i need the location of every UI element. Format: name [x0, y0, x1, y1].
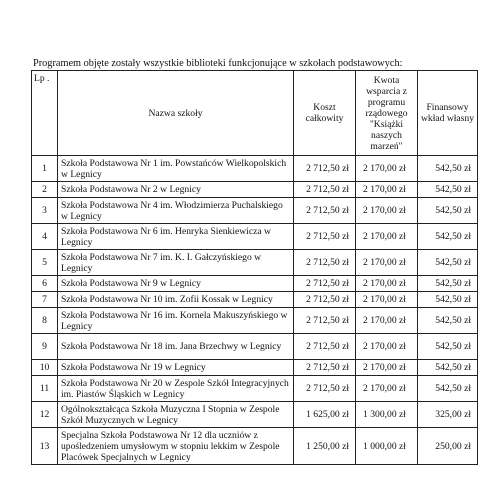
cell-own-contribution: 250,00 zł [418, 428, 478, 465]
cell-lp: 6 [32, 276, 58, 292]
cell-own-contribution: 325,00 zł [418, 402, 478, 428]
table-row [32, 156, 478, 182]
table-row [32, 308, 478, 334]
table-row [32, 428, 478, 465]
cell-total-cost: 2 712,50 zł [294, 198, 356, 224]
cell-school-name: Szkoła Podstawowa Nr 4 im. Włodzimierza Puchalskiego w Legnicy [58, 198, 294, 224]
cell-total-cost: 2 712,50 zł [294, 334, 356, 360]
table-row [32, 360, 478, 376]
header-lp: Lp . [32, 71, 58, 156]
cell-lp: 1 [32, 156, 58, 182]
table-row [32, 224, 478, 250]
cell-lp: 3 [32, 198, 58, 224]
cell-lp: 10 [32, 360, 58, 376]
cell-total-cost: 1 250,00 zł [294, 428, 356, 465]
cell-government-support: 2 170,00 zł [356, 376, 418, 402]
table-row [32, 250, 478, 276]
cell-lp: 13 [32, 428, 58, 465]
cell-own-contribution: 542,50 zł [418, 360, 478, 376]
header-school-name: Nazwa szkoły [58, 71, 294, 156]
cell-own-contribution: 542,50 zł [418, 276, 478, 292]
table-row [32, 276, 478, 292]
cell-school-name: Szkoła Podstawowa Nr 1 im. Powstańców Wielkopolskich w Legnicy [58, 156, 294, 182]
cell-total-cost: 2 712,50 zł [294, 292, 356, 308]
cell-lp: 11 [32, 376, 58, 402]
cell-school-name: Specjalna Szkoła Podstawowa Nr 12 dla uczniów z upośledzeniem umysłowym w stopniu lekkim w Zespole Placówek Specjalnych w Legnicy [58, 428, 294, 465]
cell-lp: 2 [32, 182, 58, 198]
cell-school-name: Szkoła Podstawowa Nr 20 w Zespole Szkół Integracyjnych im. Piastów Śląskich w Legnicy [58, 376, 294, 402]
cell-government-support: 2 170,00 zł [356, 334, 418, 360]
cell-total-cost: 2 712,50 zł [294, 308, 356, 334]
cell-government-support: 1 300,00 zł [356, 402, 418, 428]
cell-school-name: Szkoła Podstawowa Nr 19 w Legnicy [58, 360, 294, 376]
cell-school-name: Szkoła Podstawowa Nr 9 w Legnicy [58, 276, 294, 292]
intro-text: Programem objęte zostały wszystkie biblioteki funkcjonujące w szkołach podstawowych: [33, 58, 403, 69]
header-total-cost: Koszt całkowity [294, 71, 356, 156]
cell-government-support: 2 170,00 zł [356, 224, 418, 250]
cell-school-name: Szkoła Podstawowa Nr 10 im. Zofii Kossak w Legnicy [58, 292, 294, 308]
cell-government-support: 2 170,00 zł [356, 292, 418, 308]
cell-own-contribution: 542,50 zł [418, 376, 478, 402]
header-own-contribution: Finansowy wkład własny [418, 71, 478, 156]
cell-school-name: Ogólnokształcąca Szkoła Muzyczna I Stopnia w Zespole Szkół Muzycznych w Legnicy [58, 402, 294, 428]
cell-total-cost: 1 625,00 zł [294, 402, 356, 428]
cell-school-name: Szkoła Podstawowa Nr 18 im. Jana Brzechwy w Legnicy [58, 334, 294, 360]
libraries-table [31, 70, 478, 465]
table-header-row [32, 71, 478, 156]
cell-own-contribution: 542,50 zł [418, 308, 478, 334]
cell-own-contribution: 542,50 zł [418, 250, 478, 276]
table-row [32, 376, 478, 402]
cell-own-contribution: 542,50 zł [418, 182, 478, 198]
cell-total-cost: 2 712,50 zł [294, 376, 356, 402]
cell-government-support: 2 170,00 zł [356, 198, 418, 224]
cell-lp: 8 [32, 308, 58, 334]
cell-total-cost: 2 712,50 zł [294, 224, 356, 250]
table-row [32, 334, 478, 360]
cell-government-support: 2 170,00 zł [356, 308, 418, 334]
cell-total-cost: 2 712,50 zł [294, 250, 356, 276]
cell-lp: 5 [32, 250, 58, 276]
cell-school-name: Szkoła Podstawowa Nr 16 im. Kornela Makuszyńskiego w Legnicy [58, 308, 294, 334]
header-government-support: Kwota wsparcia z programu rządowego "Książki naszych marzeń" [356, 71, 418, 156]
cell-total-cost: 2 712,50 zł [294, 182, 356, 198]
cell-lp: 9 [32, 334, 58, 360]
cell-government-support: 2 170,00 zł [356, 360, 418, 376]
cell-total-cost: 2 712,50 zł [294, 156, 356, 182]
cell-government-support: 2 170,00 zł [356, 156, 418, 182]
cell-school-name: Szkoła Podstawowa Nr 7 im. K. I. Gałczyńskiego w Legnicy [58, 250, 294, 276]
table-row [32, 292, 478, 308]
cell-government-support: 2 170,00 zł [356, 182, 418, 198]
table-row [32, 198, 478, 224]
table-row [32, 182, 478, 198]
cell-own-contribution: 542,50 zł [418, 224, 478, 250]
cell-lp: 4 [32, 224, 58, 250]
cell-lp: 7 [32, 292, 58, 308]
cell-own-contribution: 542,50 zł [418, 334, 478, 360]
cell-lp: 12 [32, 402, 58, 428]
cell-own-contribution: 542,50 zł [418, 198, 478, 224]
cell-government-support: 2 170,00 zł [356, 276, 418, 292]
cell-own-contribution: 542,50 zł [418, 156, 478, 182]
cell-school-name: Szkoła Podstawowa Nr 6 im. Henryka Sienkiewicza w Legnicy [58, 224, 294, 250]
cell-school-name: Szkoła Podstawowa Nr 2 w Legnicy [58, 182, 294, 198]
cell-total-cost: 2 712,50 zł [294, 360, 356, 376]
table-row [32, 402, 478, 428]
cell-government-support: 2 170,00 zł [356, 250, 418, 276]
cell-government-support: 1 000,00 zł [356, 428, 418, 465]
cell-own-contribution: 542,50 zł [418, 292, 478, 308]
cell-total-cost: 2 712,50 zł [294, 276, 356, 292]
